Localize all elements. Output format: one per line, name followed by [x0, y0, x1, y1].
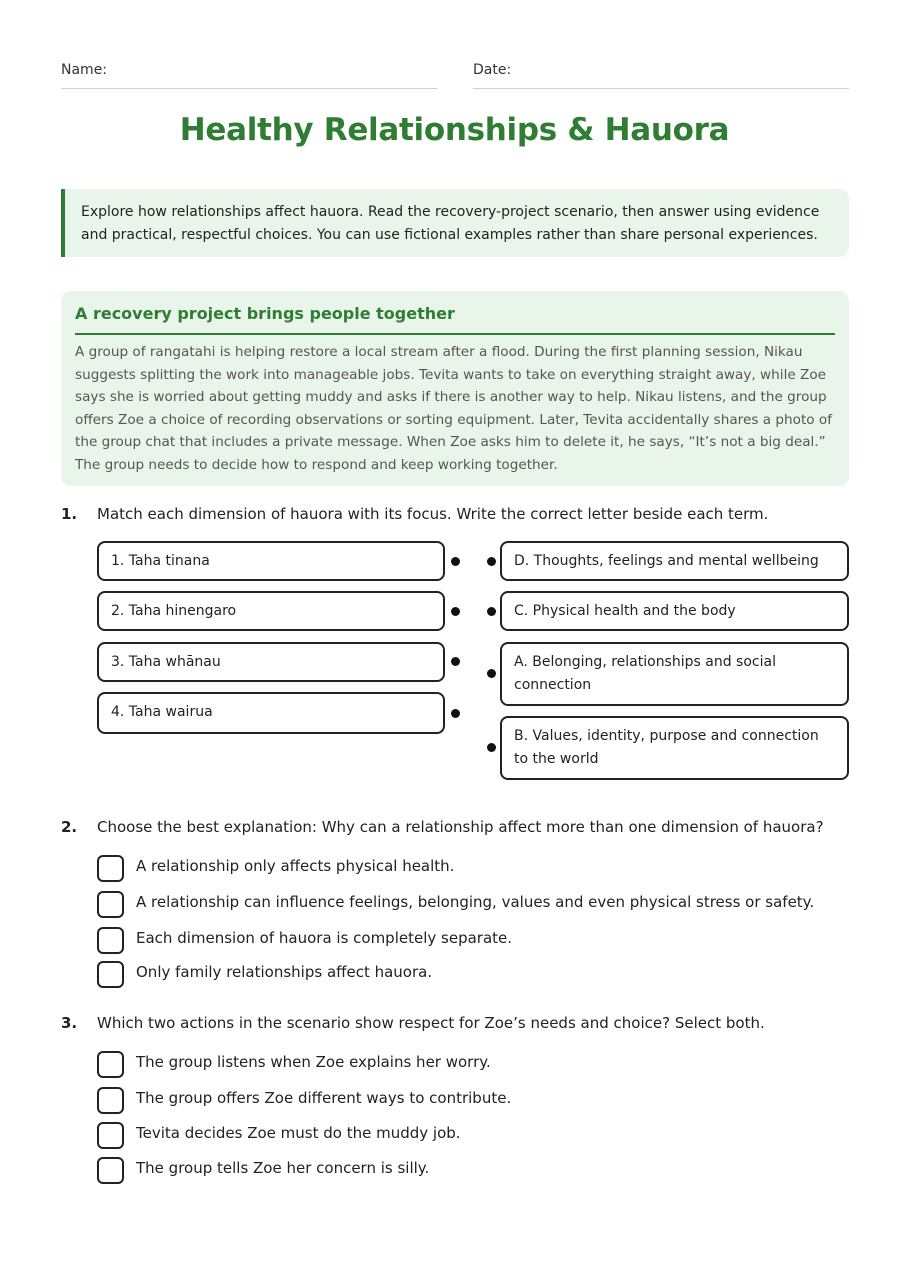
focus-4-connector-dot[interactable] [487, 743, 496, 752]
q3-option-3-label: Tevita decides Zoe must do the muddy job. [136, 1124, 461, 1142]
q2-option-3-checkbox[interactable] [97, 927, 124, 954]
question-3-text: Which two actions in the scenario show respect for Zoe’s needs and choice? Select both. [97, 1014, 765, 1032]
q2-option-4-label: Only family relationships affect hauora. [136, 963, 433, 981]
focus-2-connector-dot[interactable] [487, 607, 496, 616]
scenario-body: A group of rangatahi is helping restore a local stream after a flood. During the first planning session, Nikau suggests splitting the work into manageable jobs. Tevita wants to take on everything straight away, while Zoe says she is worried about getting muddy and asks if there is another way to help. Nikau listens, and the group offers Zoe a choice of recording observations or sorting equipment. Later, Tevita accidentally shares a photo of the group chat that includes a private message. When Zoe asks him to delete it, he says, “It’s not a big deal.” The group needs to decide how to respond and keep working together. [75, 344, 833, 473]
page-title: Healthy Relationships & Hauora [179, 112, 730, 148]
match-term-4[interactable]: 4. Taha wairua [97, 692, 445, 734]
q2-option-1-checkbox[interactable] [97, 855, 124, 882]
q2-option-1-label: A relationship only affects physical health. [136, 857, 455, 875]
q3-option-2-checkbox[interactable] [97, 1087, 124, 1114]
question-2-text: Choose the best explanation: Why can a relationship affect more than one dimension of hauora? [97, 818, 824, 836]
q3-option-1-checkbox[interactable] [97, 1051, 124, 1078]
term-3-connector-dot[interactable] [451, 657, 460, 666]
term-2-connector-dot[interactable] [451, 607, 460, 616]
q3-option-1-label: The group listens when Zoe explains her worry. [136, 1053, 491, 1071]
q3-option-4-checkbox[interactable] [97, 1157, 124, 1184]
date-field[interactable] [473, 60, 849, 89]
q3-option-3-checkbox[interactable] [97, 1122, 124, 1149]
name-field[interactable] [61, 60, 437, 89]
match-focus-b[interactable]: B. Values, identity, purpose and connection to the world [500, 716, 849, 780]
date-label: Date: [473, 62, 512, 78]
q2-option-3-label: Each dimension of hauora is completely separate. [136, 929, 513, 947]
q2-option-2-checkbox[interactable] [97, 891, 124, 918]
focus-3-connector-dot[interactable] [487, 669, 496, 678]
match-focus-a[interactable]: A. Belonging, relationships and social connection [500, 642, 849, 706]
match-term-1[interactable]: 1. Taha tinana [97, 541, 445, 581]
match-focus-c[interactable]: C. Physical health and the body [500, 591, 849, 631]
question-3-number: 3. [61, 1014, 78, 1032]
q2-option-2-label: A relationship can influence feelings, belonging, values and even physical stress or safety. [136, 893, 815, 911]
q2-option-4-checkbox[interactable] [97, 961, 124, 988]
match-term-2[interactable]: 2. Taha hinengaro [97, 591, 445, 631]
q3-option-2-label: The group offers Zoe different ways to contribute. [136, 1089, 512, 1107]
scenario-box [61, 291, 849, 486]
question-2-number: 2. [61, 818, 78, 836]
match-focus-d[interactable]: D. Thoughts, feelings and mental wellbeing [500, 541, 849, 581]
intro-callout: Explore how relationships affect hauora. Read the recovery-project scenario, then answer using evidence and practical, respectful choices. You can use fictional examples rather than share personal experiences. [61, 189, 849, 257]
question-1-number: 1. [61, 505, 78, 523]
q3-option-4-label: The group tells Zoe her concern is silly. [136, 1159, 430, 1177]
name-label: Name: [61, 62, 108, 78]
term-4-connector-dot[interactable] [451, 709, 460, 718]
focus-1-connector-dot[interactable] [487, 557, 496, 566]
question-1-text: Match each dimension of hauora with its focus. Write the correct letter beside each term. [97, 505, 769, 523]
scenario-heading: A recovery project brings people together [75, 303, 835, 335]
term-1-connector-dot[interactable] [451, 557, 460, 566]
match-term-3[interactable]: 3. Taha whānau [97, 642, 445, 682]
